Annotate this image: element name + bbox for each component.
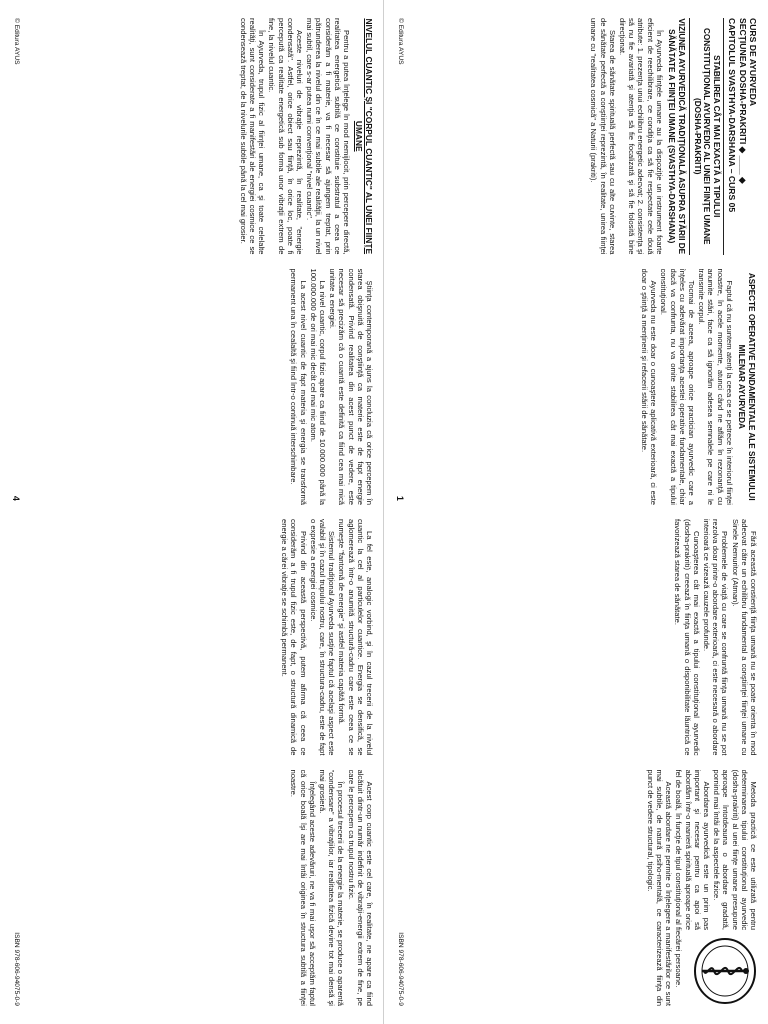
copyright: © Editura AYUS — [13, 18, 20, 65]
paragraph: Pentru a putea înţelege în mod nemijlocit, prin percepere directă, realitatea energetică subtilă ce constituie substratul a ceea ce considerăm a fi materie, va fi necesar să ajungem treptat, prin pătrunderea la nivelul din ce în ce mai subtile ale realităţii, la un nivel mai subtil, care s-ar putea numi convenţional "nivel cuantic". — [305, 18, 351, 255]
paragraph: În procesul trecerii de la energie la materie, se produce o aparentă "condensare" a vibraţiilor, iar realitatea fizică devine tot mai densă şi mai grosieră. — [317, 769, 346, 1006]
right-page — [384, 0, 768, 1024]
right-column-2 — [406, 269, 758, 506]
paragraph: Abordarea ayurvedică este un prim pas important şi necesar pentru ca apoi să abordăm într-o manieră spirituală aproape orice fel de boală, în funcţie de tipul constituţional al fiecărei persoane. — [674, 769, 711, 988]
section-name: SECŢIUNEA DOSHA-PRAKRITI ◆ ____ ◆ — [737, 18, 748, 184]
paragraph: Ayurveda nu este doar o cunoaştere aplicativă exterioară, ci este doar o ştiinţă a menţinerii şi refacerii stării de sănătate. — [639, 268, 659, 505]
isbn: ISBN 978-606-94075-0-9 — [397, 932, 404, 1006]
paragraph: În Ayurveda, trupul fizic al fiinţei umane, ca şi toate celelalte realităţi, sunt considerate a fi manifestări ale energiei cosmice ce se condensează treptat, de la nivelurile subtile până la cel mai grosier. — [238, 18, 267, 255]
left-column-2 — [22, 269, 374, 506]
left-column-1 — [22, 18, 374, 255]
paragraph: Problemele de viaţă cu care se confruntă fiinţa umană nu se pot rezolva doar printr-o abordare exterioară, ci este necesară o abordare interioară ce vizează cauzele profunde. — [701, 519, 730, 756]
paragraph: Aceste niveluri de vibraţie reprezintă, în realitate, "energie condensată". Astfel, orice obiect sau fiinţă, în orice loc, poate fi percepută ca realitate energetică sub forma unor vibraţii extrem de fine, la nivelul cuantic. — [267, 18, 304, 255]
page-footer — [396, 18, 404, 1006]
paragraph: Acest corp cuantic este cel care, în realitate, ne apare ca fiind alcătuit dintr-un număr indefinit de vibraţii-energii extrem de fine, pe care le percepem ca trupul nostru fizic. — [346, 769, 374, 1006]
page-number: 4 — [11, 495, 21, 501]
paragraph: La fel este, analogic vorbind, şi în cazul trecerii de la nivelul cuantic la cel al particulelor cuantice. Energia se densifică, se aglomerează într-o anumită structură-cadru care este ceea ce se numeşte "fantomă de energie" şi astfel materia capătă formă. — [337, 519, 374, 756]
boxed-title: STABILIREA CÂT MAI EXACTĂ A TIPULUI CONSTITUŢIONAL AYURVEDIC AL UNEI FIINŢE UMANE (DOSHA-PRAKRITI) — [689, 18, 724, 255]
subtitle: VIZIUNEA AYURVEDICĂ TRADIŢIONALĂ ASUPRA STĂRII DE SĂNĂTATE A FIINŢEI UMANE (SVASTHYA-DARSHANA) — [667, 18, 686, 255]
left-column-4 — [22, 770, 374, 1007]
paragraph: La nivel cuantic, corpul fizic apare ca fiind de 10.000.000 până la 100.000.000 de ori mai mic decât cel mai mic atom. — [308, 268, 327, 505]
page-footer — [12, 18, 20, 1006]
course-title: CURS DE AYURVEDA — [748, 18, 758, 107]
right-column-4 — [406, 770, 758, 1007]
isbn: ISBN 978-606-94075-0-9 — [13, 932, 20, 1006]
ayus-logo — [692, 936, 758, 1006]
chapter-name: CAPITOLUL SVASTHYA-DARSHANA – CURS 05 — [727, 18, 738, 213]
paragraph: Privind din această perspectivă, putem afirma că ceea ce considerăm a fi trupul fizic este, de fapt, o structură dinamică de energie a cărei vibraţie se schimbă permanent. — [280, 519, 308, 756]
paragraph: Starea de sănătate spirituală perfectă sau cu alte cuvinte, starea de sănătate perfectă a conştiinţei reprezintă, în realitate, unirea fiinţei umane cu "realitatea cosmică" a Naturii (prakriti). — [589, 18, 617, 255]
paragraph: Tocmai de aceea, aproape orice practician ayurvedic care a înţeles cu adevărat importanţa acestei operative fundamentale, chiar dacă va confrunta, nu va omite stabilirea cât mai exactă a tipului constituţional. — [659, 268, 696, 505]
subtitle: ASPECTE OPERATIVE FUNDAMENTALE ALE SISTEMULUI MILENAR AYURVEDA — [737, 272, 756, 501]
paragraph: Faptul că nu suntem atenţi la ceea ce se petrece în interiorul fiinţei noastre, în acele momente, atunci când ne aflăm în rezonanţă cu anumite stări, face ca să ignorăm adesea semnalele pe care ni le transmite corpul. — [697, 268, 734, 505]
paragraph: Cunoaşterea cât mai exactă a tipului constituţional ayurvedic (dosha-prakriti) creează în fiinţa umană o disponibilitate lăuntrică ce favorizează starea de sănătate. — [673, 519, 701, 756]
section-heading: NIVELUL CUANTIC ŞI "CORPUL CUANTIC" AL UNEI FIINŢE UMANE — [354, 18, 374, 255]
page-number: 1 — [395, 495, 405, 501]
paragraph: În Ayurveda fiinţele umane au la dispoziţie un instrument foarte eficient de reechilibrare, ce condiţia ca să fie respectate cele două atribute: 1. prezenţa unui echilibru energetic adecvat; 2. consistenţa şi să nu fie avariată şi atenţia să fie focalizată şi să fie folosită bine direcţionat. — [618, 18, 664, 255]
right-column-1 — [406, 18, 758, 255]
right-column-3 — [406, 519, 758, 756]
paragraph: Metoda practică ce este utilizată pentru determinarea tipului constituţional ayurvedic (dosha-prakriti) al unei fiinţe umane presupune aproape întotdeauna o abordare gradată, pornind mai întâi de la aspectele fizice. — [712, 769, 758, 930]
paragraph: Înţelegând aceste adevăruri, ne va fi mai uşor să acceptăm faptul că orice boală îşi are mai întâi originea în structura subtilă a fiinţei noastre. — [289, 769, 317, 1006]
paragraph: Sistemul tradiţional Ayurveda susţine faptul că acelaşi aspect este valabil şi în cazul trupului nostru, care, în structura-cadru, este de fapt o expresie a energiei cosmice. — [308, 519, 337, 756]
copyright: © Editura AYUS — [397, 18, 404, 65]
paragraph: Fără această constienţă fiinţa umană nu se poate orienta în mod adecvat către un echilibru fundamental a conştiinţei fiinţei umane cu Sinele Nemuritor (Atman). — [730, 519, 758, 756]
paragraph: La acest nivel cuantic de fapt materia şi energia se transformă permanent una în cealaltă şi fiind într-o continuă interschimbare. — [289, 268, 308, 505]
left-column-3 — [22, 519, 374, 756]
paragraph: Această abordare ne permite o înţelegere a manifestărilor ce sunt mai subtile, de natură psiho-mentală, ce caracterizează fiinţa din punct de vedere structural, tipologic. — [645, 769, 674, 1006]
paragraph: Ştiinţa contemporană a ajuns la concluzia că orice percepem în starea obişnuită de conştiinţă ca materie este de fapt energie condensată. Privind realitatea din acest punct de vedere, este necesar să precizăm că o cuantă este definită ca fiind cea mai mică unitate a energiei. — [328, 268, 374, 505]
